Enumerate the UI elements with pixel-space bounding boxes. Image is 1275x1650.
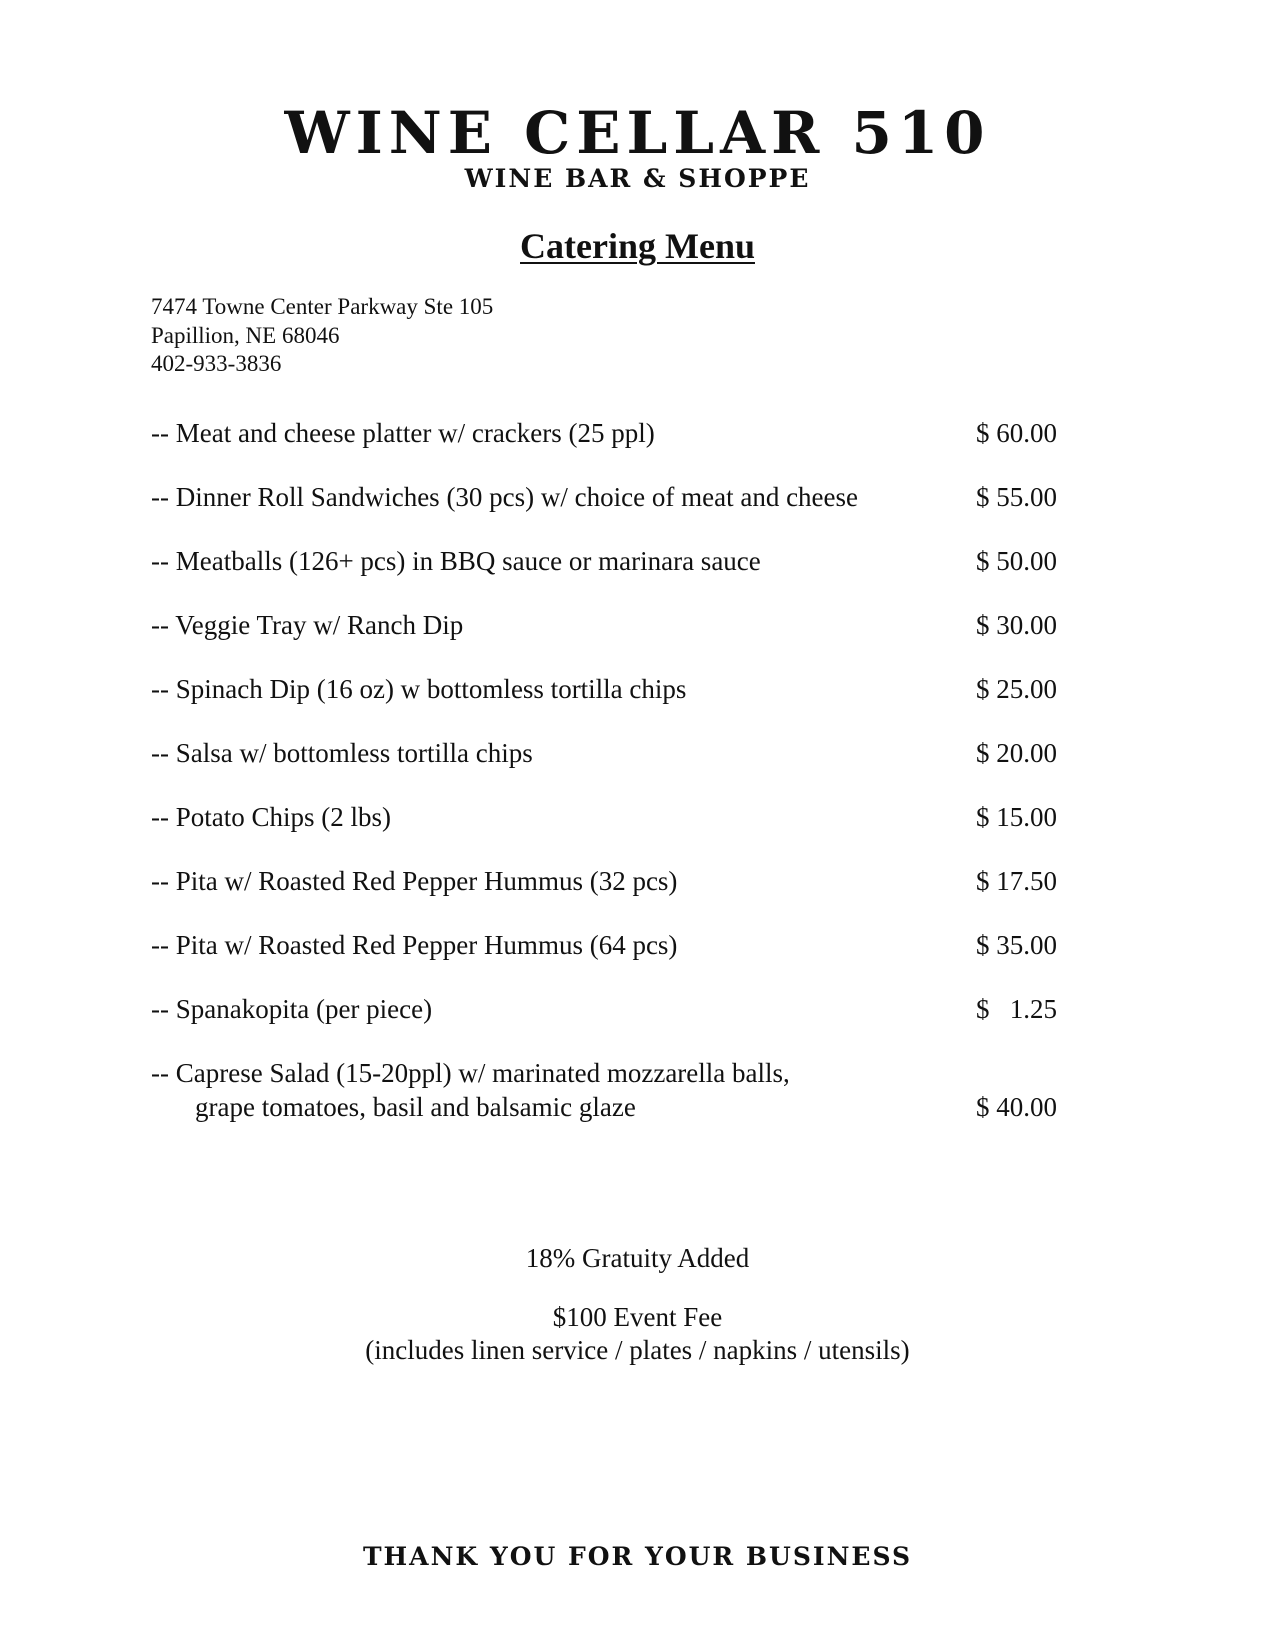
gratuity-note: 18% Gratuity Added bbox=[525, 1243, 750, 1273]
item-description: -- Spinach Dip (16 oz) w bottomless tortilla chips bbox=[151, 674, 687, 704]
item-price: $ 1.25 bbox=[976, 994, 1057, 1024]
menu-item bbox=[151, 864, 1066, 898]
event-fee-detail: (includes linen service / plates / napkins / utensils) bbox=[365, 1335, 910, 1365]
address-street: 7474 Towne Center Parkway Ste 105 bbox=[151, 294, 494, 319]
menu-title: Catering Menu bbox=[520, 226, 755, 266]
menu-item bbox=[151, 992, 1066, 1026]
item-description: -- Meatballs (126+ pcs) in BBQ sauce or marinara sauce bbox=[151, 546, 761, 576]
event-fee: $100 Event Fee bbox=[552, 1302, 723, 1332]
menu-item bbox=[151, 416, 1066, 450]
menu-item bbox=[151, 608, 1066, 642]
item-description: -- Dinner Roll Sandwiches (30 pcs) w/ choice of meat and cheese bbox=[151, 482, 859, 512]
item-price: $ 15.00 bbox=[976, 802, 1057, 832]
item-price: $ 17.50 bbox=[976, 866, 1057, 896]
menu-item bbox=[151, 736, 1066, 770]
address-phone: 402-933-3836 bbox=[151, 351, 282, 376]
item-price: $ 20.00 bbox=[976, 738, 1057, 768]
menu-item bbox=[151, 544, 1066, 578]
item-description: -- Potato Chips (2 lbs) bbox=[151, 802, 391, 832]
item-description: -- Pita w/ Roasted Red Pepper Hummus (64 pcs) bbox=[151, 930, 678, 960]
item-description-block bbox=[151, 1056, 931, 1124]
item-description: -- Spanakopita (per piece) bbox=[151, 994, 433, 1024]
menu-item bbox=[151, 480, 1066, 514]
item-description: -- Veggie Tray w/ Ranch Dip bbox=[151, 610, 464, 640]
item-description: -- Pita w/ Roasted Red Pepper Hummus (32 pcs) bbox=[151, 866, 678, 896]
business-tagline: WINE BAR & SHOPPE bbox=[464, 164, 811, 193]
menu-item bbox=[151, 800, 1066, 834]
thank-you-footer: THANK YOU FOR YOUR BUSINESS bbox=[362, 1542, 913, 1571]
item-description: -- Caprese Salad (15-20ppl) w/ marinated mozzarella balls, bbox=[151, 1058, 790, 1088]
item-description-continued: grape tomatoes, basil and balsamic glaze bbox=[195, 1092, 636, 1122]
item-description: -- Meat and cheese platter w/ crackers (25 ppl) bbox=[151, 418, 655, 448]
menu-item bbox=[151, 928, 1066, 962]
business-name: WINE CELLAR 510 bbox=[284, 99, 991, 167]
item-price: $ 35.00 bbox=[976, 930, 1057, 960]
item-price: $ 60.00 bbox=[976, 418, 1057, 448]
item-price: $ 25.00 bbox=[976, 674, 1057, 704]
item-price: $ 40.00 bbox=[976, 1092, 1057, 1122]
menu-item bbox=[151, 1056, 1066, 1124]
item-price: $ 50.00 bbox=[976, 546, 1057, 576]
item-price: $ 55.00 bbox=[976, 482, 1057, 512]
menu-item bbox=[151, 672, 1066, 706]
item-description: -- Salsa w/ bottomless tortilla chips bbox=[151, 738, 533, 768]
item-price: $ 30.00 bbox=[976, 610, 1057, 640]
address-city: Papillion, NE 68046 bbox=[151, 322, 340, 348]
